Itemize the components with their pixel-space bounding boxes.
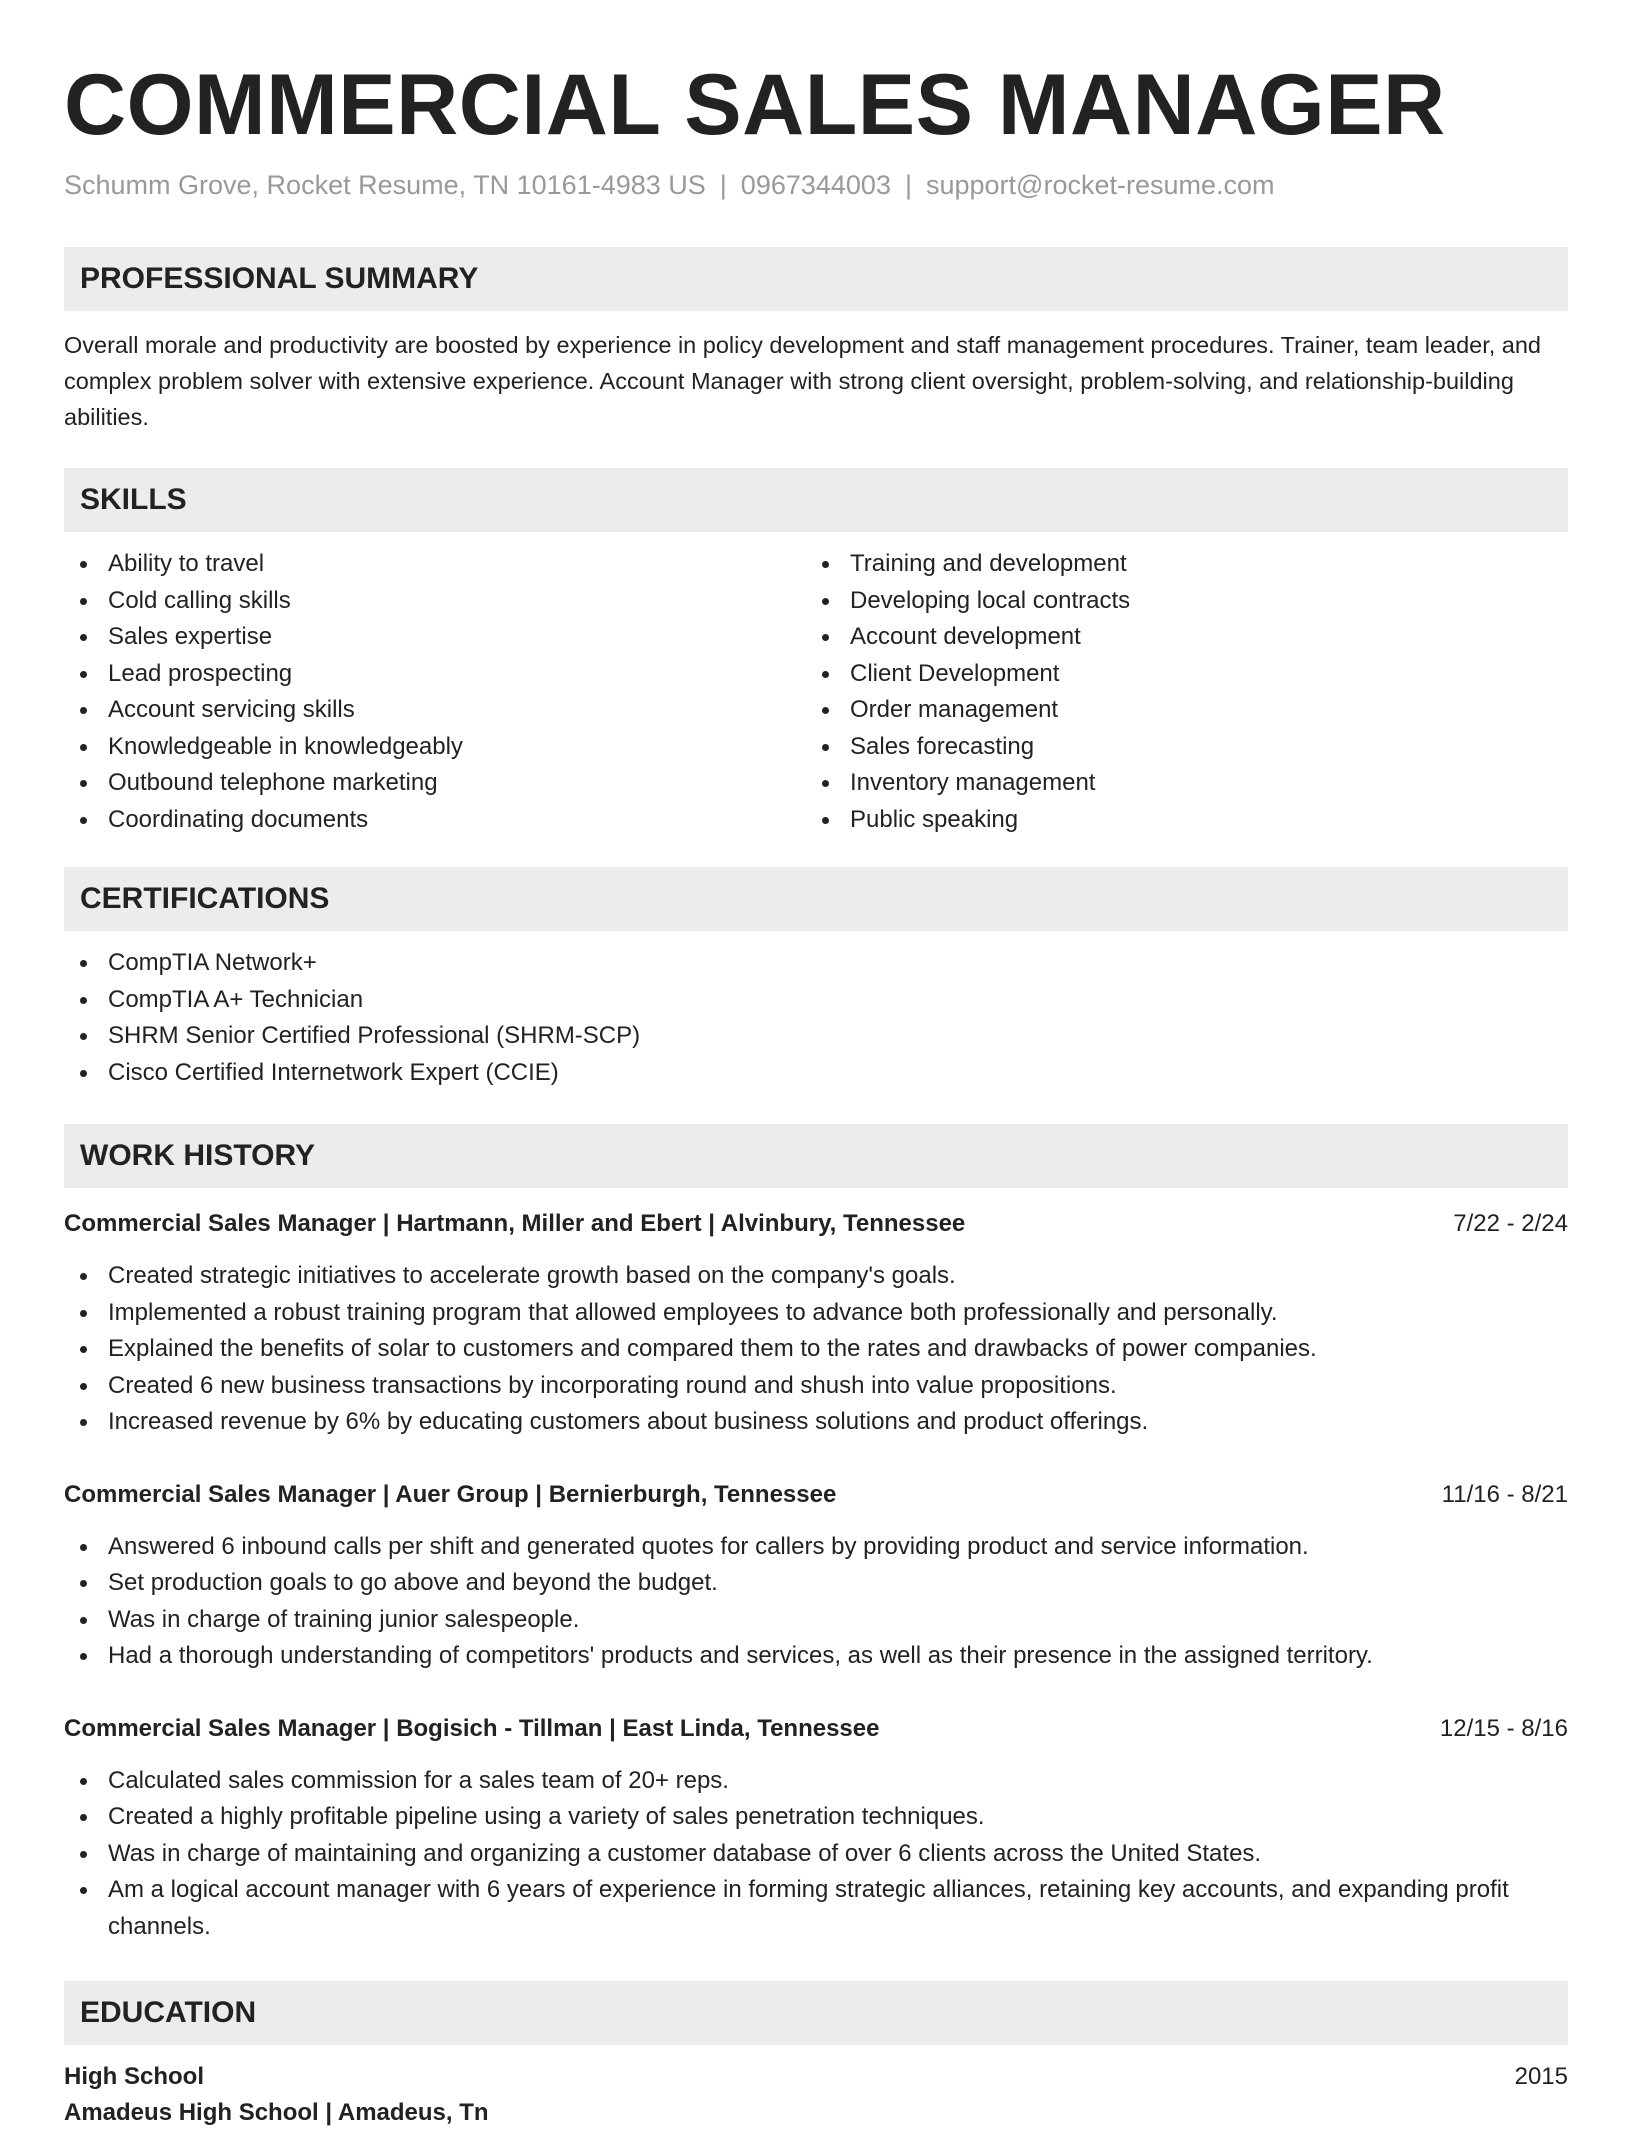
job-bullet-text: Answered 6 inbound calls per shift and generated quotes for callers by providing product and service information. [108, 1532, 1309, 1560]
education-degree: High School [64, 2063, 204, 2090]
job-bullets [64, 1763, 1568, 1946]
skills-left-column [64, 546, 806, 838]
skill-item [64, 692, 806, 729]
skill-text: Ability to travel [108, 550, 265, 577]
work-history-heading: WORK HISTORY [64, 1124, 1568, 1188]
bullet-dot [822, 671, 829, 678]
job-bullet [64, 1368, 1568, 1405]
bullet-dot [80, 1851, 87, 1858]
job-bullet-text: Increased revenue by 6% by educating customers about business solutions and product offerings. [108, 1408, 1149, 1435]
skill-item [806, 692, 1548, 729]
certification-item [64, 1055, 1568, 1092]
skill-item [806, 619, 1548, 656]
bullet-dot [80, 1617, 87, 1624]
job-header [64, 1477, 1568, 1513]
bullet-dot [822, 707, 829, 714]
job-entry [64, 1477, 1568, 1675]
bullet-dot [80, 817, 87, 824]
skill-item [806, 765, 1548, 802]
skill-text: Training and development [850, 550, 1127, 577]
education-heading: EDUCATION [64, 1981, 1568, 2045]
skill-item [64, 729, 806, 766]
bullet-dot [80, 744, 87, 751]
skill-item [64, 583, 806, 620]
skill-text: Order management [850, 696, 1059, 723]
certification-text: Cisco Certified Internetwork Expert (CCIE) [108, 1058, 559, 1086]
contact-email: support@rocket-resume.com [925, 170, 1275, 200]
skill-text: Coordinating documents [108, 805, 369, 833]
education-school: Amadeus High School | Amadeus, Tn [64, 2099, 489, 2126]
job-bullet [64, 1763, 1568, 1800]
certification-item [64, 982, 1568, 1019]
contact-separator: | [719, 170, 727, 200]
bullet-dot [822, 634, 829, 641]
job-title: Commercial Sales Manager | Bogisich - Tillman | East Linda, Tennessee [64, 1714, 880, 1742]
skill-text: Account servicing skills [108, 696, 355, 723]
skill-item [64, 619, 806, 656]
job-bullet-text: Had a thorough understanding of competitors' products and services, as well as their presence in the assigned territory. [108, 1642, 1373, 1669]
job-bullets [64, 1529, 1568, 1675]
skill-item [806, 583, 1548, 620]
skill-text: Knowledgeable in knowledgeably [108, 732, 463, 760]
skills-columns [64, 546, 1568, 838]
job-bullet [64, 1638, 1568, 1675]
bullet-dot [80, 1653, 87, 1660]
bullet-dot [822, 780, 829, 787]
bullet-dot [80, 1580, 87, 1587]
bullet-dot [80, 997, 87, 1004]
job-dates: 12/15 - 8/16 [1439, 1714, 1568, 1742]
resume-page [64, 0, 1568, 2131]
candidate-name: COMMERCIAL SALES MANAGER [64, 57, 1446, 153]
bullet-dot [80, 780, 87, 787]
bullet-dot [80, 598, 87, 605]
bullet-dot [80, 1033, 87, 1040]
bullet-dot [80, 1419, 87, 1426]
certifications-list [64, 945, 1568, 1091]
bullet-dot [80, 1383, 87, 1390]
skills-right-column [806, 546, 1548, 838]
job-bullet-text: Created 6 new business transactions by incorporating round and shush into value propositions. [108, 1371, 1117, 1399]
bullet-dot [80, 1778, 87, 1785]
bullet-dot [80, 1310, 87, 1317]
education-entry [64, 2059, 1568, 2131]
skill-text: Inventory management [850, 769, 1096, 796]
bullet-dot [80, 561, 87, 568]
skill-text: Sales expertise [108, 623, 273, 650]
bullet-dot [80, 1346, 87, 1353]
education-header [64, 2059, 1568, 2095]
job-header [64, 1206, 1568, 1242]
job-bullet-text: Calculated sales commission for a sales team of 20+ reps. [108, 1766, 729, 1794]
bullet-dot [822, 817, 829, 824]
job-bullet-text: Created strategic initiatives to accelerate growth based on the company's goals. [108, 1262, 956, 1289]
job-bullet [64, 1404, 1568, 1441]
certification-text: CompTIA A+ Technician [108, 985, 364, 1013]
certification-text: SHRM Senior Certified Professional (SHRM-SCP) [108, 1022, 641, 1049]
bullet-dot [80, 1544, 87, 1551]
bullet-dot [80, 1887, 87, 1894]
bullet-dot [80, 1070, 87, 1077]
job-bullet-text: Explained the benefits of solar to customers and compared them to the rates and drawbacks of power companies. [108, 1335, 1317, 1362]
skill-text: Account development [850, 623, 1081, 650]
bullet-dot [80, 960, 87, 967]
bullet-dot [822, 598, 829, 605]
certification-text: CompTIA Network+ [108, 949, 317, 976]
skill-item [806, 802, 1548, 839]
job-bullet [64, 1565, 1568, 1602]
skill-item [64, 765, 806, 802]
job-bullet [64, 1872, 1568, 1945]
job-bullet [64, 1529, 1568, 1566]
bullet-dot [80, 1814, 87, 1821]
job-dates: 11/16 - 8/21 [1441, 1480, 1568, 1508]
bullet-dot [80, 634, 87, 641]
skill-text: Public speaking [850, 805, 1019, 833]
job-bullet-text: Am a logical account manager with 6 years of experience in forming strategic alliances, retaining key accounts, and expanding profit channels. [108, 1876, 1509, 1940]
certifications-heading: CERTIFICATIONS [64, 867, 1568, 931]
job-bullet [64, 1799, 1568, 1836]
skill-text: Lead prospecting [108, 659, 293, 687]
job-bullet-text: Implemented a robust training program that allowed employees to advance both professionally and personally. [108, 1298, 1278, 1326]
job-entry [64, 1711, 1568, 1946]
bullet-dot [80, 707, 87, 714]
skill-text: Sales forecasting [850, 732, 1035, 760]
skill-item [806, 656, 1548, 693]
job-header [64, 1711, 1568, 1747]
contact-phone: 0967344003 [740, 170, 891, 200]
job-bullet-text: Was in charge of maintaining and organizing a customer database of over 6 clients across the United States. [108, 1839, 1262, 1867]
job-bullet-text: Was in charge of training junior salespeople. [108, 1605, 580, 1633]
job-bullet [64, 1331, 1568, 1368]
job-bullet [64, 1258, 1568, 1295]
bullet-dot [80, 1273, 87, 1280]
skill-item [806, 729, 1548, 766]
job-bullet [64, 1836, 1568, 1873]
job-bullet-text: Created a highly profitable pipeline using a variety of sales penetration techniques. [108, 1803, 985, 1830]
job-entry [64, 1206, 1568, 1441]
certification-item [64, 945, 1568, 982]
contact-separator: | [904, 170, 912, 200]
job-bullet-text: Set production goals to go above and beyond the budget. [108, 1569, 718, 1596]
skill-item [64, 546, 806, 583]
certification-item [64, 1018, 1568, 1055]
skills-heading: SKILLS [64, 468, 1568, 532]
skill-text: Client Development [850, 659, 1060, 687]
job-dates: 7/22 - 2/24 [1453, 1210, 1568, 1237]
job-bullets [64, 1258, 1568, 1441]
contact-line [64, 167, 1568, 203]
bullet-dot [822, 561, 829, 568]
bullet-dot [80, 671, 87, 678]
job-bullet [64, 1602, 1568, 1639]
education-year: 2015 [1514, 2063, 1568, 2090]
skill-text: Developing local contracts [850, 586, 1131, 614]
contact-address: Schumm Grove, Rocket Resume, TN 10161-4983 US [64, 170, 706, 200]
bullet-dot [822, 744, 829, 751]
skill-item [806, 546, 1548, 583]
job-title: Commercial Sales Manager | Hartmann, Miller and Ebert | Alvinbury, Tennessee [64, 1210, 966, 1237]
job-bullet [64, 1295, 1568, 1332]
summary-text: Overall morale and productivity are boosted by experience in policy development and staff management procedures. Trainer, team leader, and complex problem solver with extensive experience. Account Manager with strong client oversight, problem-solving, and relationship-building abilities. [64, 332, 1542, 430]
job-title: Commercial Sales Manager | Auer Group | Bernierburgh, Tennessee [64, 1480, 837, 1508]
skill-text: Cold calling skills [108, 586, 291, 614]
skill-item [64, 656, 806, 693]
skill-item [64, 802, 806, 839]
skill-text: Outbound telephone marketing [108, 769, 438, 796]
summary-heading: PROFESSIONAL SUMMARY [64, 247, 1568, 311]
